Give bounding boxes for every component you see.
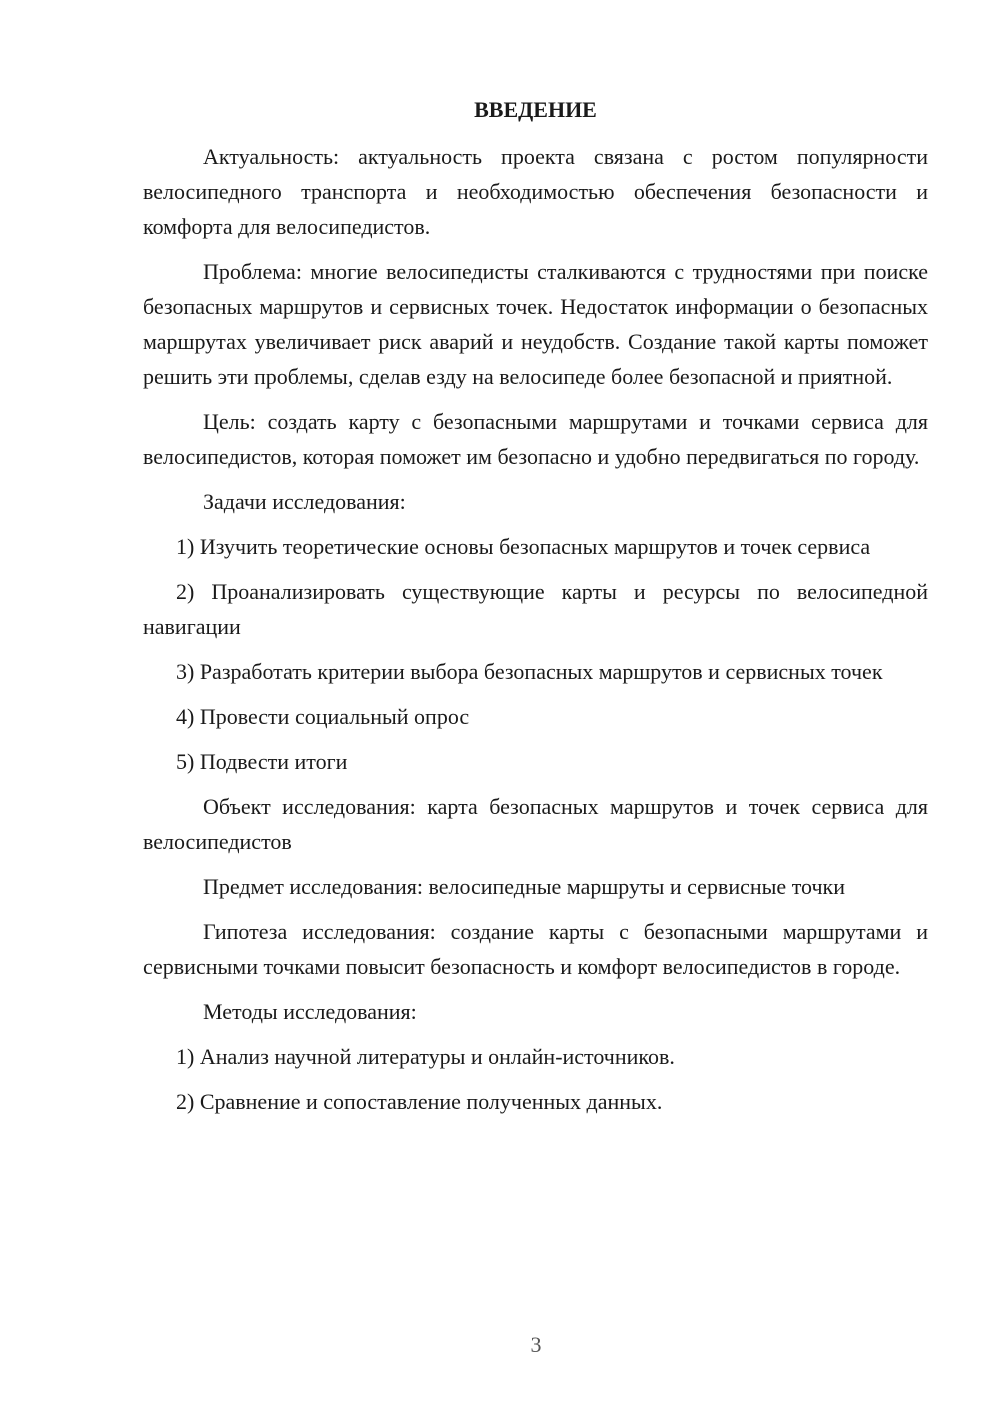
paragraph-object: Объект исследования: карта безопасных маршрутов и точек сервиса для велосипедистов [143,794,928,854]
page-number: 3 [530,1332,542,1357]
paragraph-problem: Проблема: многие велосипедисты сталкиваются с трудностями при поиске безопасных маршрутов и сервисных точек. Недостаток информации о безопасных маршрутах увеличивает риск аварий и неудобств. Создание такой карты поможет решить эти проблемы, сделав езду на велосипеде более безопасной и приятной. [143,259,928,389]
task-item-5: 5) Подвести итоги [176,749,348,774]
task-item-3: 3) Разработать критерии выбора безопасных маршрутов и сервисных точек [176,659,883,684]
method-item-2: 2) Сравнение и сопоставление полученных данных. [176,1089,663,1114]
paragraph-methods-heading: Методы исследования: [203,999,417,1024]
paragraph-tasks-heading: Задачи исследования: [203,489,406,514]
paragraph-relevance: Актуальность: актуальность проекта связана с ростом популярности велосипедного транспорта и необходимостью обеспечения безопасности и комфорта для велосипедистов. [143,144,928,239]
method-item-1: 1) Анализ научной литературы и онлайн-источников. [176,1044,675,1069]
task-item-2: 2) Проанализировать существующие карты и ресурсы по велосипедной навигации [143,579,928,639]
paragraph-subject: Предмет исследования: велосипедные маршруты и сервисные точки [203,874,845,899]
task-item-1: 1) Изучить теоретические основы безопасных маршрутов и точек сервиса [176,534,871,559]
paragraph-goal: Цель: создать карту с безопасными маршрутами и точками сервиса для велосипедистов, которая поможет им безопасно и удобно передвигаться по городу. [143,409,928,469]
task-item-4: 4) Провести социальный опрос [176,704,470,729]
page-content [143,94,928,1129]
paragraph-hypothesis: Гипотеза исследования: создание карты с безопасными маршрутами и сервисными точками повысит безопасность и комфорт велосипедистов в городе. [143,919,928,979]
section-title: ВВЕДЕНИЕ [474,97,597,122]
